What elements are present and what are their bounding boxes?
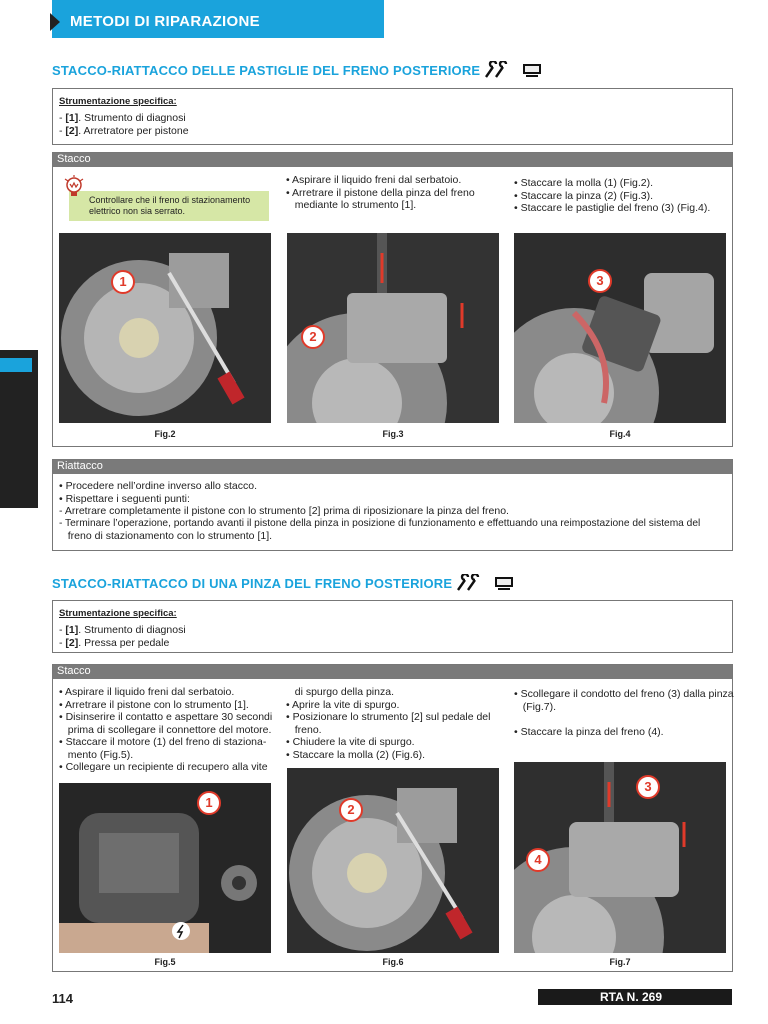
- col3-line-2: • Staccare la pinza (2) (Fig.3).: [514, 189, 654, 202]
- section2-col1: [59, 686, 272, 774]
- fig5-caption: Fig.5: [154, 957, 176, 967]
- fig2-caption: Fig.2: [154, 429, 176, 439]
- col3-line-3: • Staccare le pastiglie del freno (3) (Fig.4).: [514, 202, 711, 214]
- fig7-callout-4: 4: [526, 848, 550, 872]
- col3-line-1: • Staccare la molla (1) (Fig.2).: [514, 177, 654, 189]
- s2-col1-line-6: mento (Fig.5).: [59, 748, 134, 761]
- header-arrow-icon: [50, 13, 60, 31]
- section2-tool-2: - [2]. Pressa per pedale: [59, 637, 170, 649]
- col2-line-1: • Aspirare il liquido freni dal serbatoio.: [286, 174, 462, 186]
- section1-riattacco-text: [59, 480, 727, 543]
- col2-line-2: • Arretrare il pistone della pinza del freno: [286, 186, 475, 199]
- fig3-callout: 2: [301, 325, 325, 349]
- lightbulb-warning-icon: [63, 175, 85, 206]
- fig7-callout-3: 3: [636, 775, 660, 799]
- fig6-caption: Fig.6: [382, 957, 404, 967]
- fig3-photo: [287, 233, 499, 423]
- section1-tools-heading: Strumentazione specifica:: [59, 96, 177, 107]
- section2-tools-heading: Strumentazione specifica:: [59, 608, 177, 619]
- s2-col3-line-4: • Staccare la pinza del freno (4).: [514, 725, 664, 738]
- section1-tools-box: [52, 88, 733, 145]
- s2-col1-line-7: • Collegare un recipiente di recupero alla vite: [59, 761, 268, 773]
- section1-riattacco-heading: Riattacco: [53, 460, 732, 474]
- section1-col2: [286, 174, 475, 212]
- wrench-tools-icon: [484, 61, 518, 82]
- side-chapter-marker: [0, 358, 32, 372]
- s2-col2-line-5: • Chiudere la vite di spurgo.: [286, 736, 415, 748]
- fig7-caption: Fig.7: [609, 957, 631, 967]
- section2-tools-box: [52, 600, 733, 653]
- fig4-callout: 3: [588, 269, 612, 293]
- section1-stacco-box: [52, 152, 733, 447]
- section1-riattacco-box: [52, 459, 733, 551]
- fig2-photo: [59, 233, 271, 423]
- side-chapter-tab: [0, 350, 38, 508]
- s2-col2-line-1: di spurgo della pinza.: [286, 686, 394, 698]
- s2-col1-line-2: • Arretrare il pistone con lo strumento [1].: [59, 698, 249, 711]
- section2-title: STACCO-RIATTACCO DI UNA PINZA DEL FRENO POSTERIORE: [52, 574, 514, 595]
- page-header-title: METODI DI RIPARAZIONE: [70, 13, 260, 30]
- fig4-photo: [514, 233, 726, 423]
- magazine-issue: RTA N. 269: [600, 990, 663, 1004]
- fig6-callout: 2: [339, 798, 363, 822]
- s2-col2-line-2: • Aprire la vite di spurgo.: [286, 698, 400, 711]
- footer-bar: [538, 989, 732, 1005]
- fig4-caption: Fig.4: [609, 429, 631, 439]
- riattacco-line-1: • Procedere nell’ordine inverso allo stacco.: [59, 480, 258, 492]
- page-number: 114: [52, 991, 73, 1006]
- parking-brake-note: [69, 191, 269, 221]
- s2-col1-line-3: • Disinserire il contatto e aspettare 30 secondi: [59, 711, 273, 723]
- col2-line-3: mediante lo strumento [1].: [286, 199, 417, 211]
- section1-stacco-heading: Stacco: [53, 153, 732, 167]
- section1-title: STACCO-RIATTACCO DELLE PASTIGLIE DEL FRENO POSTERIORE: [52, 61, 542, 82]
- section2-tool-1: - [1]. Strumento di diagnosi: [59, 624, 186, 636]
- section2-col2: [286, 686, 490, 761]
- fig7-photo: [514, 762, 726, 953]
- fig3-caption: Fig.3: [382, 429, 404, 439]
- s2-col1-line-4: prima di scollegare il connettore del motore.: [59, 723, 272, 736]
- fig2-callout: 1: [111, 270, 135, 294]
- section1-tool-2: - [2]. Arretratore per pistone: [59, 125, 189, 137]
- s2-col2-line-4: freno.: [286, 723, 322, 736]
- riattacco-line-5: freno di stazionamento con lo strumento [1].: [59, 530, 273, 542]
- section2-col3: [514, 688, 734, 738]
- note-text: Controllare che il freno di stazionamento elettrico non sia serrato.: [89, 195, 251, 216]
- diagnosis-tool-icon: [522, 62, 542, 81]
- section1-tool-1: - [1]. Strumento di diagnosi: [59, 112, 186, 124]
- riattacco-line-3: - Arretrare completamente il pistone con lo strumento [2] prima di riposizionare la pinza del freno.: [59, 505, 509, 517]
- fig6-photo: [287, 768, 499, 953]
- riattacco-line-4: - Terminare l’operazione, portando avanti il pistone della pinza in posizione di funzionamento e effettuando una reimpostazione del sistema del: [59, 517, 701, 529]
- section1-col3: [514, 177, 710, 215]
- diagnosis-tool-icon: [494, 575, 514, 594]
- s2-col3-line-1: • Scollegare il condotto del freno (3) dalla pinza: [514, 688, 734, 700]
- fig5-callout: 1: [197, 791, 221, 815]
- s2-col3-line-2: (Fig.7).: [514, 700, 557, 713]
- s2-col2-line-6: • Staccare la molla (2) (Fig.6).: [286, 748, 426, 761]
- wrench-tools-icon: [456, 574, 490, 595]
- s2-col2-line-3: • Posizionare lo strumento [2] sul pedale del: [286, 711, 491, 723]
- section2-stacco-heading: Stacco: [53, 665, 732, 679]
- s2-col1-line-1: • Aspirare il liquido freni dal serbatoio.: [59, 686, 235, 698]
- fig5-photo: [59, 783, 271, 953]
- riattacco-line-2: • Rispettare i seguenti punti:: [59, 492, 190, 505]
- s2-col1-line-5: • Staccare il motore (1) del freno di staziona-: [59, 736, 267, 748]
- section2-stacco-box: [52, 664, 733, 972]
- s2-col3-line-3: [514, 713, 734, 726]
